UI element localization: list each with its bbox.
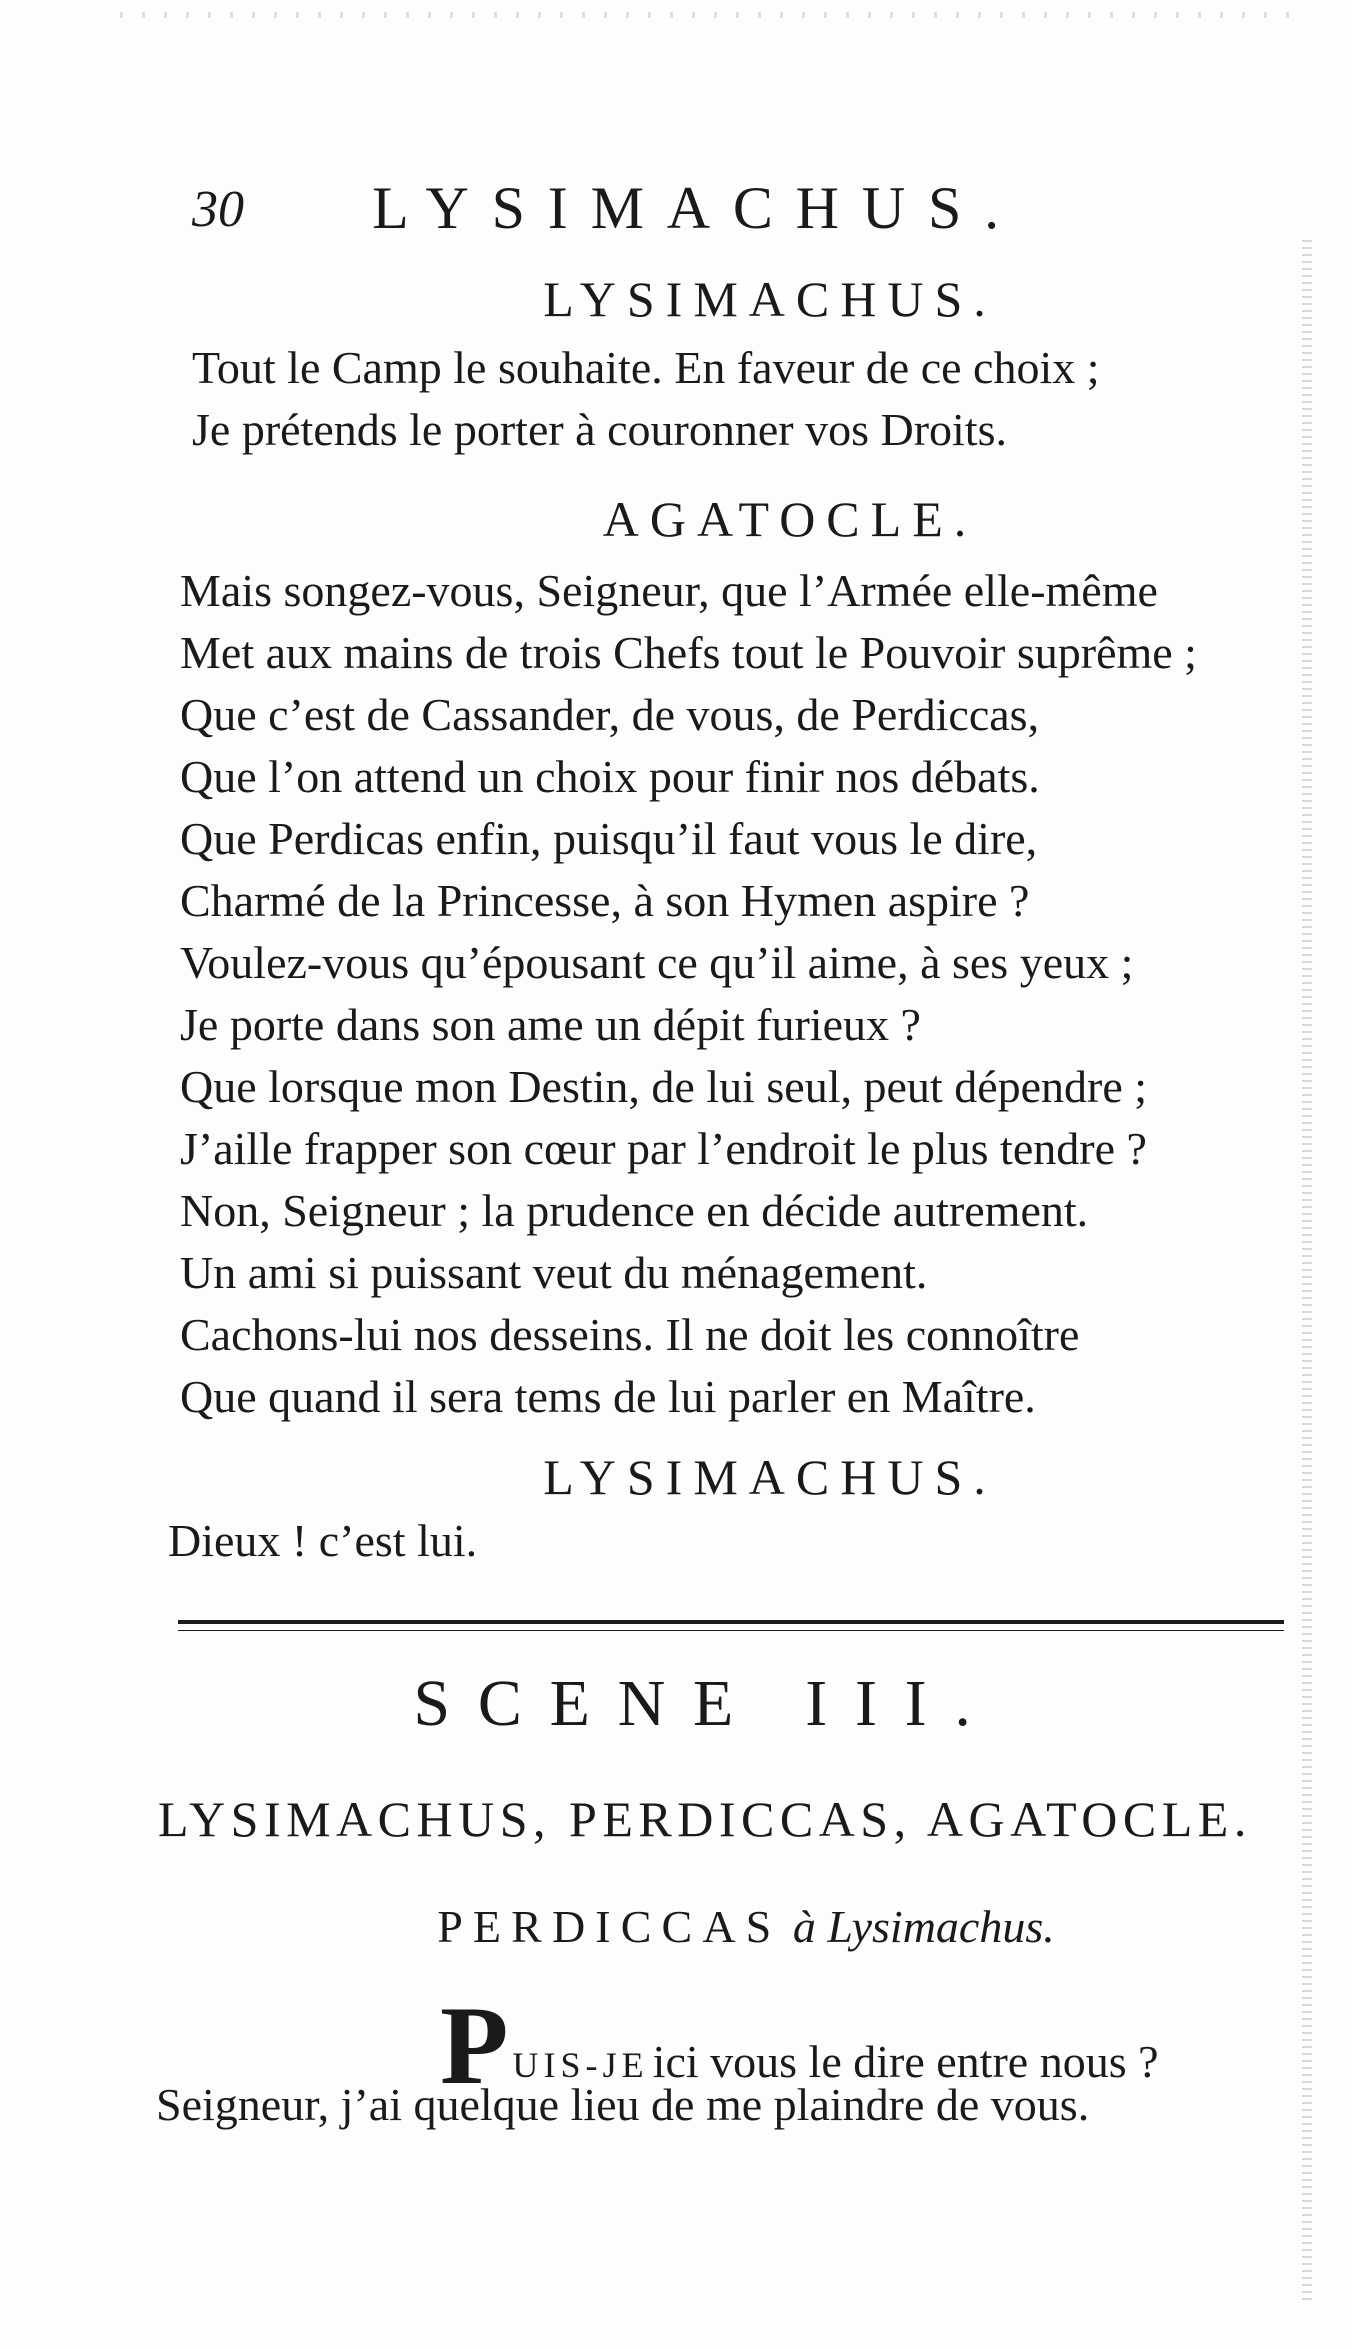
page-header: [192, 168, 1202, 248]
verse-line: Je porte dans son ame un dépit furieux ?: [180, 999, 921, 1050]
cast-list: LYSIMACHUS, PERDICCAS, AGATOCLE.: [158, 1791, 1252, 1847]
verse-line: Que c’est de Cassander, de vous, de Perdiccas,: [180, 689, 1040, 740]
verse-line-rest: ici vous le dire entre nous ?: [652, 2036, 1159, 2087]
scene-title: SCENE III.: [413, 1667, 999, 1740]
running-title: LYSIMACHUS.: [372, 175, 1022, 241]
page-edge: [1302, 240, 1312, 2300]
verse-line: Que Perdicas enfin, puisqu’il faut vous le dire,: [180, 813, 1038, 864]
drop-cap: P: [440, 1984, 509, 2108]
scene-divider-thin: [178, 1630, 1284, 1631]
verse-line: Tout le Camp le souhaite. En faveur de ce choix ;: [192, 342, 1100, 393]
small-caps: UIS-JE: [512, 2045, 649, 2085]
scan-noise: [120, 12, 1300, 18]
verse-line: Charmé de la Princesse, à son Hymen aspire ?: [180, 875, 1030, 926]
verse-line: Que lorsque mon Destin, de lui seul, peut dépendre ;: [180, 1061, 1148, 1112]
speaker-heading: AGATOCLE.: [602, 491, 978, 547]
scene-divider: [178, 1620, 1284, 1624]
verse-line: Voulez-vous qu’épousant ce qu’il aime, à ses yeux ;: [180, 937, 1134, 988]
verse-line: Non, Seigneur ; la prudence en décide autrement.: [180, 1185, 1089, 1236]
verse-line: Met aux mains de trois Chefs tout le Pouvoir suprême ;: [180, 627, 1197, 678]
verse-line: Je prétends le porter à couronner vos Droits.: [192, 404, 1007, 455]
speaker-with-direction: [0, 1900, 1352, 1953]
verse-line: Que quand il sera tems de lui parler en Maître.: [180, 1371, 1036, 1422]
speaker-heading: LYSIMACHUS.: [543, 1449, 997, 1505]
verse-line: Que l’on attend un choix pour finir nos débats.: [180, 751, 1040, 802]
verse-line: J’aille frapper son cœur par l’endroit le plus tendre ?: [180, 1123, 1147, 1174]
verse-line: Un ami si puissant veut du ménagement.: [180, 1247, 928, 1298]
speaker-name: PERDICCAS: [437, 1901, 782, 1952]
page-number: 30: [192, 181, 244, 238]
verse-line: Cachons-lui nos desseins. Il ne doit les connoître: [180, 1309, 1080, 1360]
verse-line: Mais songez-vous, Seigneur, que l’Armée elle-même: [180, 565, 1158, 616]
verse-line: Seigneur, j’ai quelque lieu de me plaindre de vous.: [156, 2079, 1090, 2130]
stage-direction: à Lysimachus.: [792, 1901, 1055, 1952]
speaker-heading: LYSIMACHUS.: [543, 271, 997, 327]
verse-line: Dieux ! c’est lui.: [168, 1515, 478, 1566]
